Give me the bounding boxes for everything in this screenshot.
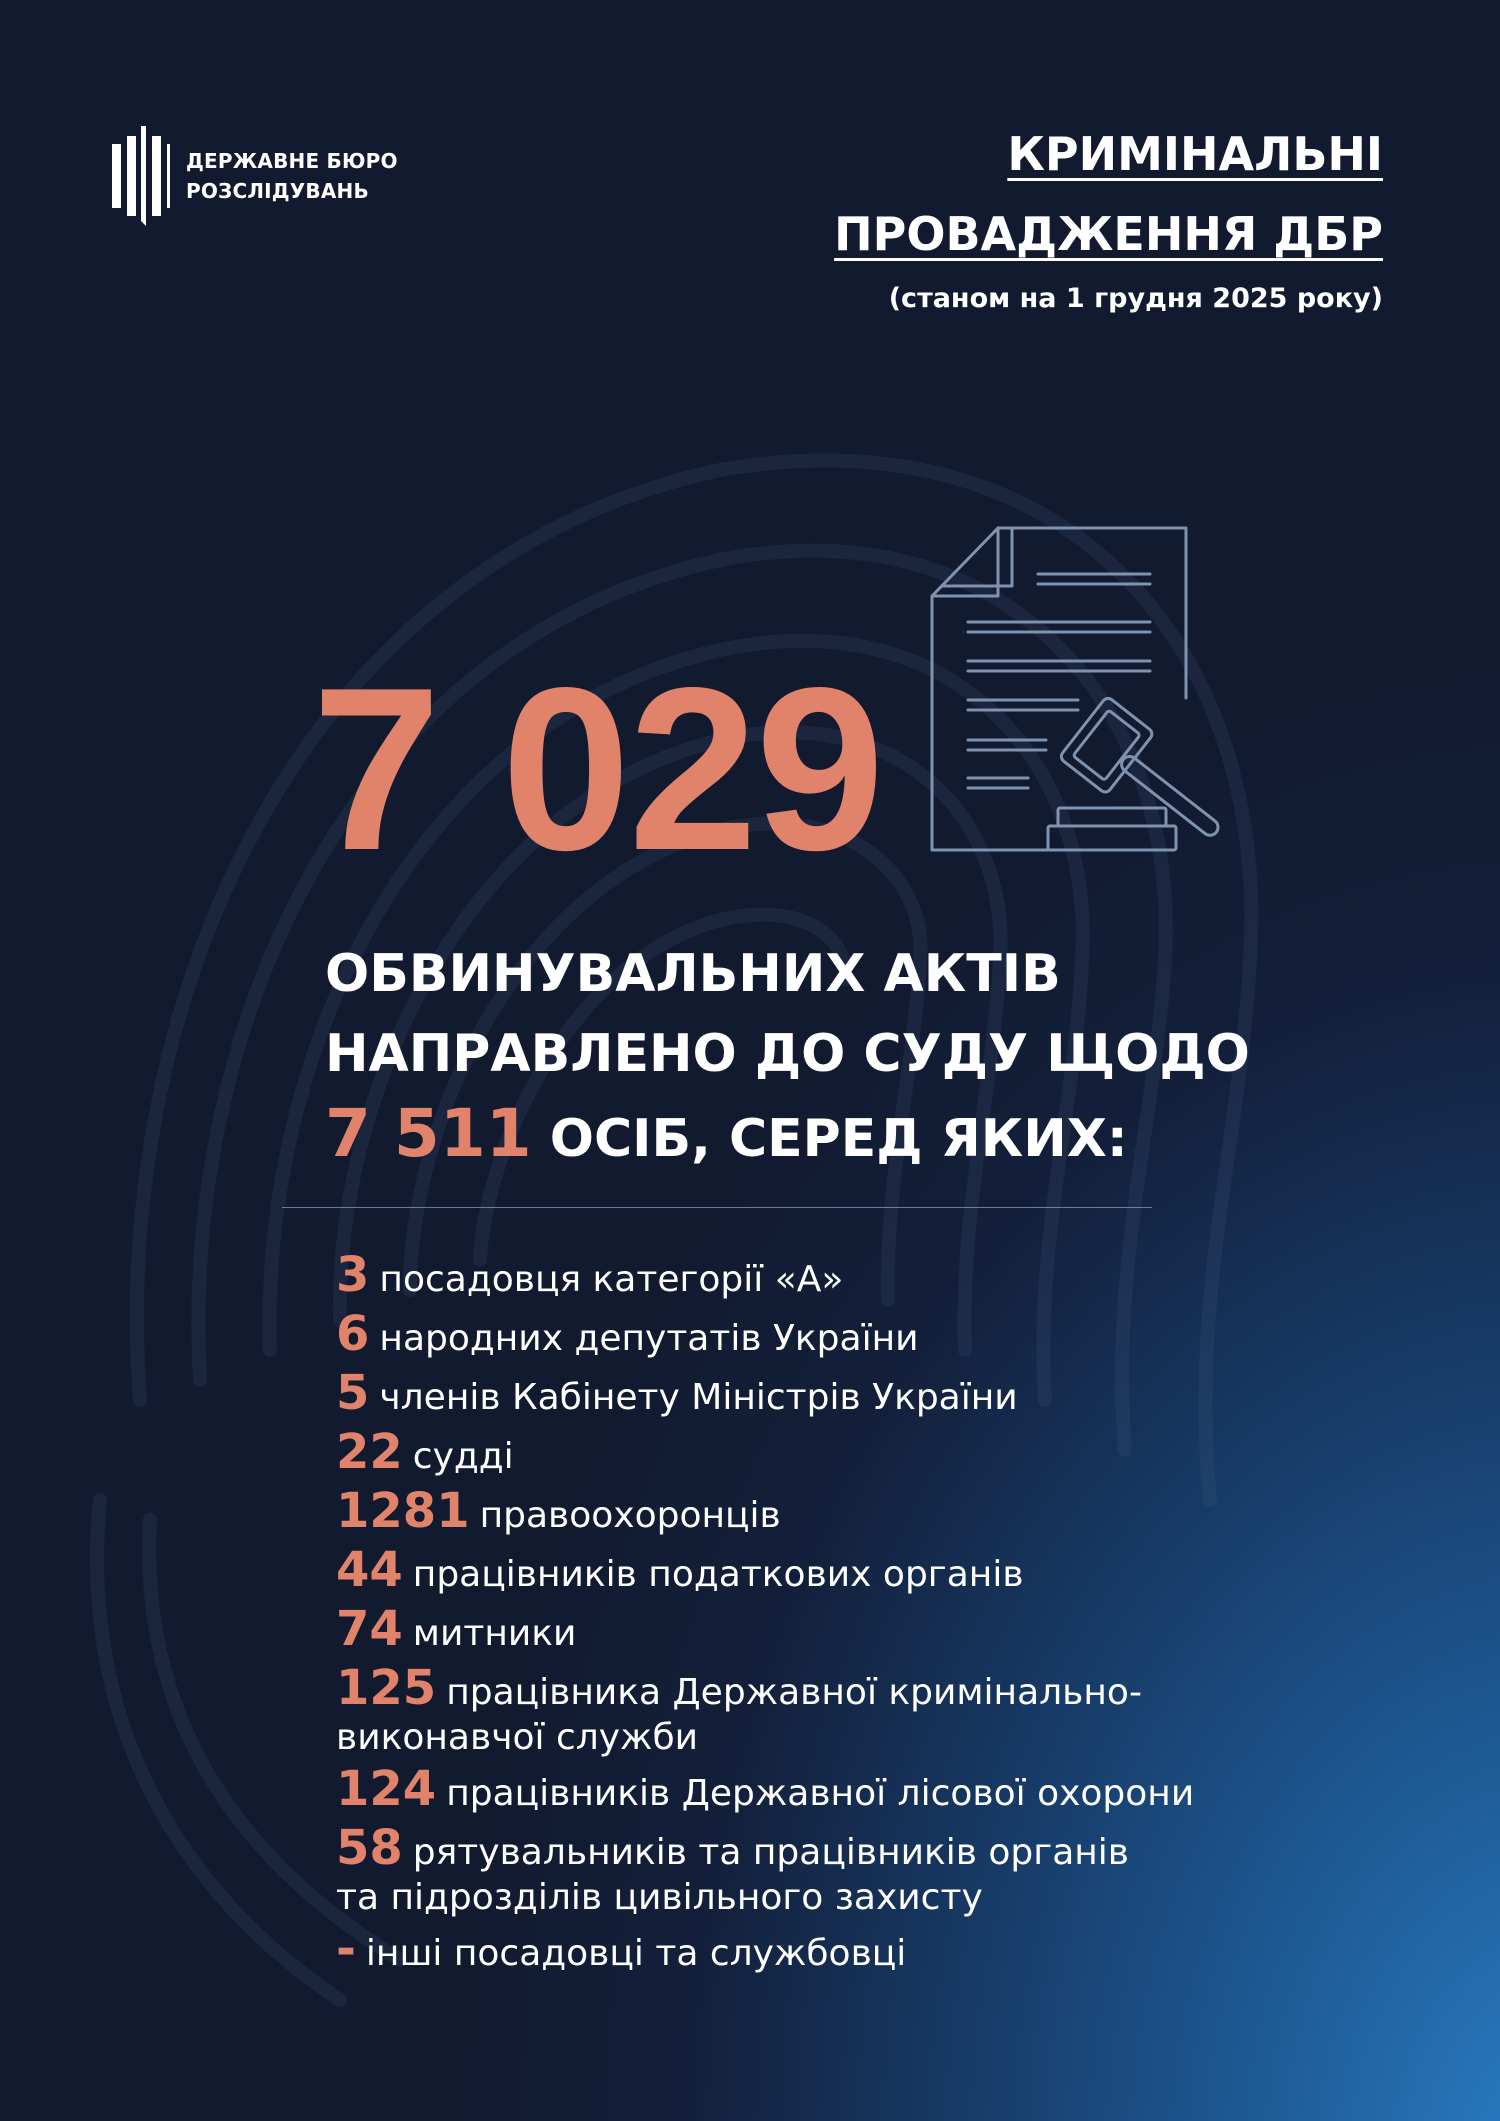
item-label: рятувальників та працівників органів <box>412 1832 1130 1873</box>
item-label: посадовця категорії «А» <box>379 1259 844 1300</box>
item-label: працівника Державної кримінально- <box>446 1672 1142 1713</box>
title-date-subtitle: (станом на 1 грудня 2025 року) <box>888 283 1383 314</box>
item-label: народних депутатів України <box>379 1318 919 1359</box>
list-item <box>336 1543 1336 1602</box>
item-label: митники <box>412 1613 577 1654</box>
logo-line-2: РОЗСЛІДУВАНЬ <box>186 179 369 203</box>
item-label: судді <box>412 1436 514 1477</box>
persons-count: 7 511 <box>325 1095 532 1172</box>
item-count: 74 <box>336 1601 403 1657</box>
heading-line-3-text: ОСІБ, СЕРЕД ЯКИХ: <box>549 1109 1128 1169</box>
item-label: членів Кабінету Міністрів України <box>379 1377 1018 1418</box>
dbr-logo[interactable] <box>112 126 398 226</box>
indictments-heading <box>325 934 1250 1179</box>
list-item <box>336 1922 1336 1981</box>
heading-line-1: ОБВИНУВАЛЬНИХ АКТІВ <box>325 944 1061 1004</box>
list-item <box>336 1366 1336 1425</box>
title-line-2: ПРОВАДЖЕННЯ ДБР <box>834 207 1383 261</box>
item-label: працівників Державної лісової охорони <box>446 1773 1195 1814</box>
item-count: 3 <box>336 1247 370 1303</box>
item-count: 6 <box>336 1306 370 1362</box>
list-item <box>336 1484 1336 1543</box>
item-label-continuation: та підрозділів цивільного захисту <box>336 1877 983 1918</box>
item-label: правоохоронців <box>479 1495 781 1536</box>
list-item <box>336 1307 1336 1366</box>
item-count: 124 <box>336 1761 437 1817</box>
indictment-document-with-gavel-icon <box>928 526 1258 856</box>
item-count: - <box>336 1921 356 1977</box>
title-line-1: КРИМІНАЛЬНІ <box>1007 127 1383 181</box>
item-count: 5 <box>336 1365 370 1421</box>
heading-line-3 <box>325 1094 1250 1179</box>
list-item <box>336 1661 1336 1762</box>
page-title <box>623 128 1383 316</box>
list-item <box>336 1821 1336 1922</box>
item-label: працівників податкових органів <box>412 1554 1024 1595</box>
list-item <box>336 1425 1336 1484</box>
item-count: 125 <box>336 1660 437 1716</box>
item-count: 22 <box>336 1424 403 1480</box>
logo-line-1: ДЕРЖАВНЕ БЮРО <box>186 149 398 173</box>
item-count: 1281 <box>336 1483 470 1539</box>
section-divider <box>282 1207 1152 1208</box>
item-label-continuation: виконавчої служби <box>336 1717 699 1758</box>
item-count: 58 <box>336 1820 403 1876</box>
dbr-emblem-icon <box>112 126 170 226</box>
list-item <box>336 1602 1336 1661</box>
heading-line-2: НАПРАВЛЕНО ДО СУДУ ЩОДО <box>325 1024 1250 1084</box>
breakdown-list <box>336 1248 1336 1981</box>
indictments-count: 7 029 <box>312 640 883 899</box>
item-count: 44 <box>336 1542 403 1598</box>
logo-text <box>186 146 398 206</box>
item-label: інші посадовці та службовці <box>365 1933 907 1974</box>
list-item <box>336 1762 1336 1821</box>
list-item <box>336 1248 1336 1307</box>
